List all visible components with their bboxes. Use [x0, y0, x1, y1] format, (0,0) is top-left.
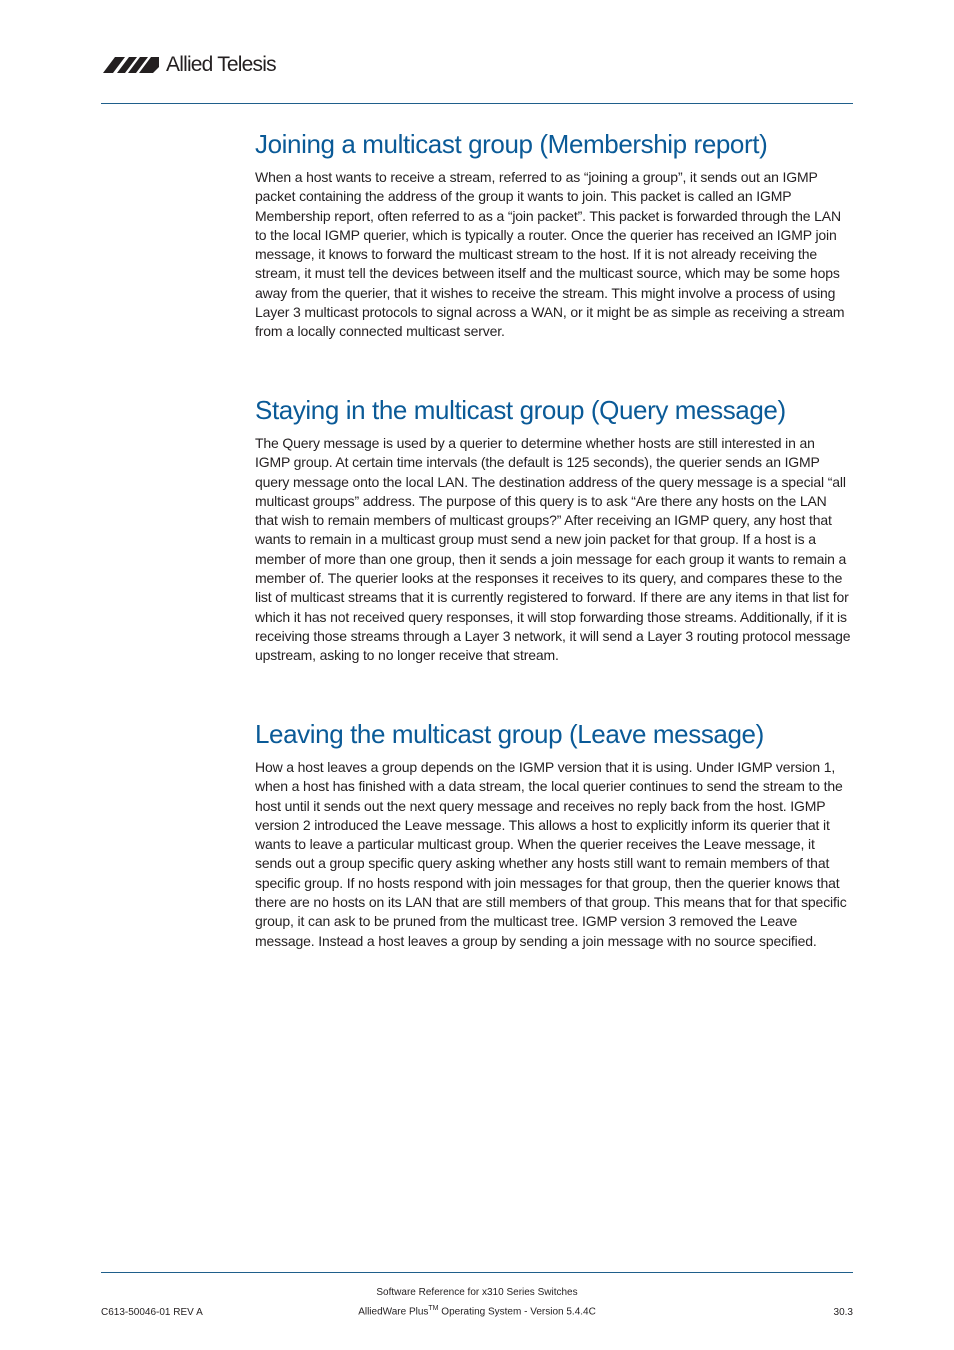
section-heading: Joining a multicast group (Membership report): [255, 129, 768, 159]
section-heading: Staying in the multicast group (Query message): [255, 395, 786, 425]
footer-product: AlliedWare Plus: [358, 1306, 429, 1318]
section-body: How a host leaves a group depends on the IGMP version that it is using. Under IGMP version 1, when a host has finished with a data stream, the local querier continues to send the stream to the host until it sends out the next query message and receives no reply back from the host. IGMP version 2 introduced the Leave message. This allows a host to explicitly inform its querier that it wants to leave a particular multicast group. When the querier receives the Leave message, it sends out a group specific query asking whether any hosts still want to remain members of that specific group. If no hosts respond with join messages for that group, then the querier knows that there are no hosts on its LAN that are still members of that group. This means that for that specific group, it can ask to be pruned from the multicast tree. IGMP version 3 removed the Leave message. Instead a host leaves a group by sending a join message with no source specified.: [255, 759, 847, 949]
section-body: When a host wants to receive a stream, referred to as “joining a group”, it sends out an IGMP packet containing the address of the group it wants to join. This packet is called an IGMP Membership report, often referred to as a “join packet”. This packet is forwarded through the LAN to the local IGMP querier, which is typically a router. Once the querier has received an IGMP join message, it knows to forward the multicast stream to the host. If it is not already receiving the stream, it must tell the devices between itself and the multicast source, which may be some hops away from the querier, that it wishes to receive the stream. This might involve a process of using Layer 3 multicast protocols to signal across a WAN, or it might be as simple as receiving a stream from a locally connected multicast server.: [255, 169, 845, 340]
section-heading: Leaving the multicast group (Leave message): [255, 719, 764, 749]
section-body: The Query message is used by a querier to determine whether hosts are still interested in an IGMP group. At certain time intervals (the default is 125 seconds), the querier sends an IGMP query message onto the local LAN. The destination address of the query message is a special “all multicast groups” address. The purpose of this query is to ask “Are there any hosts on the LAN that wish to remain members of multicast groups?” After receiving an IGMP query, any host that wants to remain in a multicast group must send a new join packet for that group. If a host is a member of more than one group, then it sends a join message for each group it wants to remain a member of. The querier looks at the responses it receives to its query, and compares these to the list of multicast streams that it is currently registered to forward. If there are any items in that list for which it has not received query responses, it will stop forwarding those streams. Additionally, if it is receiving those streams through a Layer 3 network, it will send a Layer 3 routing protocol message upstream, asking to no longer receive that stream.: [255, 435, 851, 664]
header-rule: [101, 103, 853, 104]
footer-doc-id: C613-50046-01 REV A: [101, 1307, 203, 1318]
section-leaving: [255, 718, 852, 951]
footer-version: Operating System - Version 5.4.4C: [438, 1306, 596, 1318]
trademark-mark: TM: [428, 1305, 439, 1312]
footer-title: Software Reference for x310 Series Switches: [376, 1287, 578, 1298]
logo-wordmark: Allied Telesis: [166, 53, 276, 76]
section-joining: [255, 128, 852, 342]
page-number: 30.3: [833, 1307, 853, 1318]
logo-mark-icon: [101, 56, 161, 74]
section-staying: [255, 394, 852, 666]
footer-rule: [101, 1272, 853, 1273]
allied-telesis-logo: [101, 52, 276, 78]
